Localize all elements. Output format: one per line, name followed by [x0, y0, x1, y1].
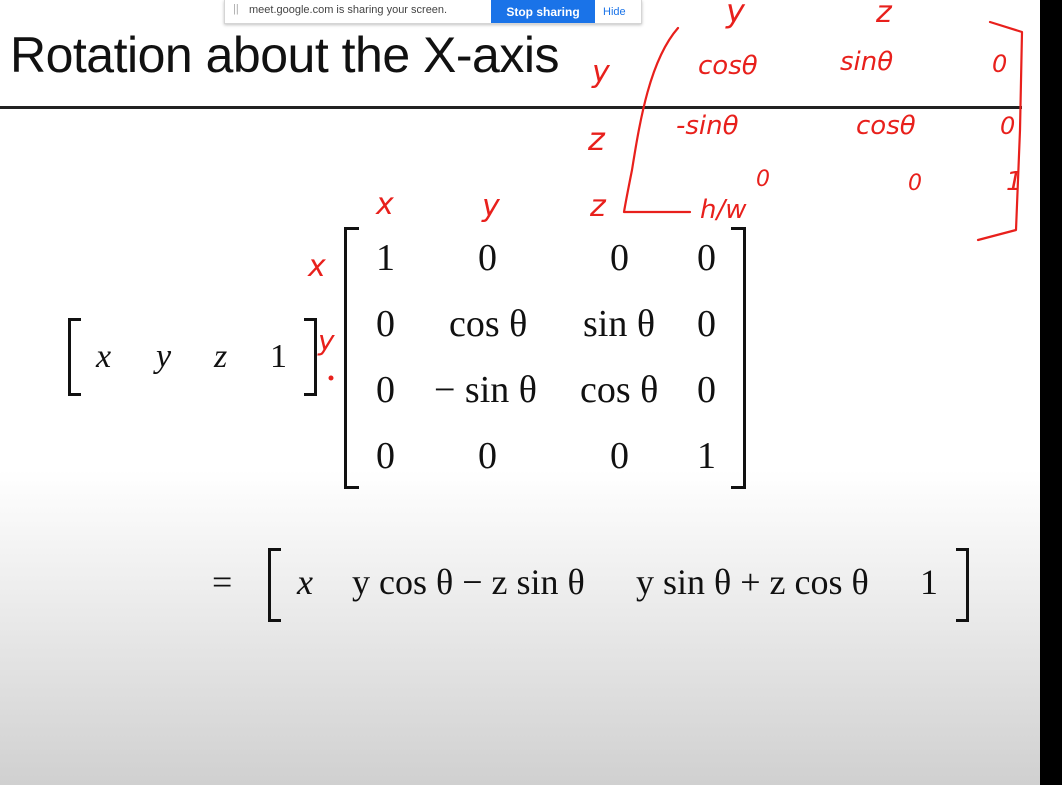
sketch-cell: 0 — [908, 171, 922, 196]
matrix-cell: 0 — [376, 369, 395, 411]
ink-text — [307, 0, 1023, 381]
matrix-cell: 0 — [376, 303, 395, 345]
window-edge — [1040, 0, 1062, 785]
matrix-cell: cos θ — [580, 369, 659, 411]
matrix-cell: 0 — [697, 237, 716, 279]
screen-share-bar — [224, 0, 642, 24]
matrix-cell: 0 — [478, 237, 497, 279]
matrix-cell: 0 — [697, 369, 716, 411]
share-message: meet.google.com is sharing your screen. — [249, 4, 448, 16]
matrix-cell: 1 — [376, 237, 395, 279]
matrix-row-label-y: y — [318, 324, 335, 357]
row-vector-one: 1 — [270, 338, 287, 375]
matrix-col-label-y: y — [482, 189, 500, 224]
matrix-cell: cos θ — [449, 303, 528, 345]
matrix-cell: 0 — [610, 237, 629, 279]
matrix-cell: sin θ — [583, 303, 656, 345]
slide-title: Rotation about the X-axis — [10, 27, 559, 83]
ink-dot — [329, 376, 334, 381]
drag-handle-icon[interactable]: || — [233, 3, 239, 15]
matrix-col-label-z: z — [590, 189, 606, 224]
matrix-col-label-x: x — [376, 187, 394, 222]
matrix-cell: 0 — [610, 435, 629, 477]
sketch-cell: cosθ — [856, 111, 916, 141]
matrix-cell: 1 — [697, 435, 716, 477]
stop-sharing-button[interactable]: Stop sharing — [491, 0, 595, 23]
result-term-3: y sin θ + z cos θ — [636, 562, 869, 602]
matrix-row-label-x: x — [308, 249, 326, 284]
sketch-row-label-y: y — [592, 55, 610, 90]
sketch-cell: -sinθ — [676, 111, 739, 141]
matrix-cell: − sin θ — [434, 369, 537, 411]
equals-sign: = — [212, 562, 233, 602]
sketch-cell: cosθ — [698, 51, 758, 81]
matrix-cell: 0 — [478, 435, 497, 477]
result-term-1: x — [297, 562, 313, 602]
sketch-cell: 0 — [756, 167, 770, 192]
sketch-cell: 1 — [1006, 167, 1023, 197]
hide-button[interactable]: Hide — [603, 0, 626, 23]
row-vector-y: y — [156, 338, 172, 375]
result-term-2: y cos θ − z sin θ — [352, 562, 585, 602]
sketch-note: h/w — [700, 195, 747, 225]
matrix-cell: 0 — [697, 303, 716, 345]
sketch-cell: 0 — [1000, 112, 1016, 140]
sketch-col-label-z: z — [876, 0, 892, 30]
result-term-4: 1 — [920, 562, 938, 602]
sketch-col-label-y: y — [726, 0, 745, 30]
sketch-row-label-z: z — [588, 120, 605, 158]
matrix-cell: 0 — [376, 435, 395, 477]
row-vector-x: x — [96, 338, 112, 375]
sketch-cell: 0 — [992, 50, 1008, 78]
row-vector-z: z — [214, 338, 228, 375]
sketch-cell: sinθ — [840, 47, 894, 77]
